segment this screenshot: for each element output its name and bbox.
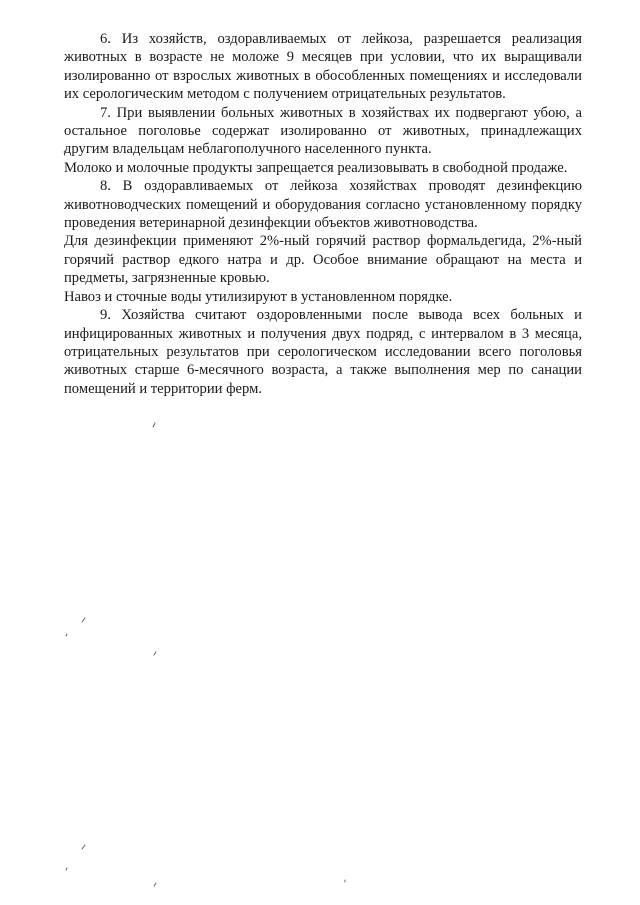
paragraph-item-7: 7. При выявлении больных животных в хозяйствах их подвергают убою, а остальное поголовье содержат изолированно от животных, принадлежащих другим владельцам неблагополучного населенного пункта. bbox=[64, 104, 582, 158]
paragraph-disinfection: Для дезинфекции применяют 2%-ный горячий раствор формальдегида, 2%-ный горячий раствор едкого натра и др. Особое внимание обращают на места и предметы, загрязненные кровью. bbox=[64, 233, 582, 287]
paragraph-milk-products: Молоко и молочные продукты запрещается реализовывать в свободной продаже. bbox=[64, 159, 568, 176]
scan-speck bbox=[66, 868, 67, 870]
scan-speck bbox=[154, 883, 156, 886]
scan-speck bbox=[66, 634, 67, 636]
paragraph-manure: Навоз и сточные воды утилизируют в установленном порядке. bbox=[64, 288, 453, 305]
paragraph-item-8: 8. В оздоравливаемых от лейкоза хозяйствах проводят дезинфекцию животноводческих помещений и оборудования согласно установленному порядку проведения ветеринарной дезинфекции объектов животноводства. bbox=[64, 178, 582, 232]
scan-speck bbox=[82, 618, 85, 622]
document-page bbox=[64, 30, 582, 398]
scan-speck bbox=[82, 845, 85, 849]
scan-speck bbox=[154, 652, 156, 655]
paragraph-item-9: 9. Хозяйства считают оздоровленными после вывода всех больных и инфицированных животных и получения двух подряд, с интервалом в 3 месяца, отрицательных результатов при серологическом исследовании всего поголовья животных старше 6-месячного возраста, а также выполнения мер по санации помещений и территории ферм. bbox=[64, 307, 582, 397]
scan-speck bbox=[153, 423, 155, 427]
paragraph-item-6: 6. Из хозяйств, оздоравливаемых от лейкоза, разрешается реализация животных в возрасте не моложе 9 месяцев при условии, что их выращивали изолированно от взрослых животных в обособленных помещениях и исследовали их серологическим методом с получением отрицательных результатов. bbox=[64, 31, 582, 103]
